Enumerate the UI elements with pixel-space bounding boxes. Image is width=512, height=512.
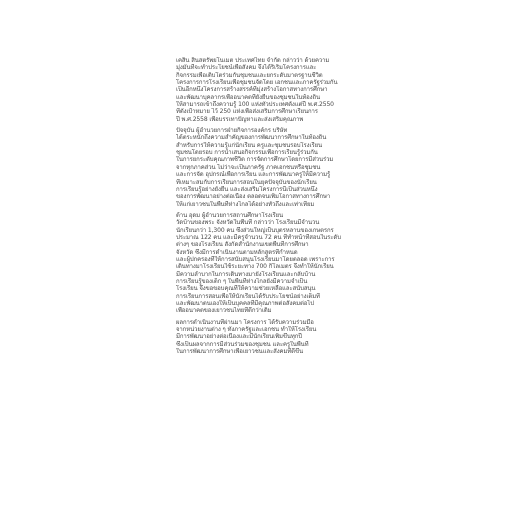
- text-line: ปี พ.ศ.2558 เพื่อบรรเทาปัญหาและส่งเสริมคุณภาพ: [176, 115, 304, 123]
- text-line: เป็นอีกหนึ่งโครงการสร้างสรรค์ที่มุ่งสร้างโอกาสทางการศึกษา: [176, 86, 328, 94]
- text-line: ได้ตระหนักถึงความสำคัญของการพัฒนาการศึกษาในท้องถิ่น: [176, 134, 327, 142]
- text-line: และผู้ปกครองที่ให้การสนับสนุนโรงเรียนมาโดยตลอด เพราะการ: [176, 255, 335, 263]
- article-column: [176, 57, 354, 359]
- text-line: ให้แก่เยาวชนในพื้นที่ห่างไกลได้อย่างทั่วถึงและเท่าเทียม: [176, 200, 315, 208]
- text-line: วัดบ้านของพระ จังหวัดในพื้นที่ กล่าวว่า โรงเรียนมีจำนวน: [176, 219, 320, 227]
- text-line: การเรียนการสอนเพื่อให้นักเรียนได้รับประโยชน์อย่างเต็มที่: [176, 292, 320, 300]
- text-line: ของการพัฒนาอย่างต่อเนื่อง ตลอดจนเพิ่มโอกาสทางการศึกษา: [176, 193, 331, 201]
- text-line: เคสิน สินสตรัพยโนเมต ประเทศไทย จำกัด กล่าวว่า ด้วยความ: [176, 57, 330, 64]
- text-line: โครงการการโรงเรียนเพื่อชุมชนจัดโดย เอกชนและภาครัฐร่วมกัน: [176, 79, 338, 87]
- text-line: ที่เหมาะสมกับการเรียนการสอนในยุคปัจจุบันของนักเรียน: [176, 178, 317, 186]
- text-line: เดินทางมาโรงเรียนใช้ระยะทาง 700 กิโลเมตร จึงทำให้นักเรียน: [176, 263, 334, 271]
- text-line: นักเรียนกว่า 1,300 คน ซึ่งส่วนใหญ่เป็นบุตรหลานของเกษตรกร: [176, 226, 334, 234]
- text-line: การเรียนรู้ของเด็ก ๆ ในพื้นที่ห่างไกลยังมีความจำเป็น: [176, 277, 308, 285]
- text-line: ให้สามารถเข้าถึงความรู้ 100 แห่งทั่วประเทศตั้งแต่ปี พ.ศ.2550: [176, 101, 334, 109]
- text-line: มุ่งมั่นที่จะทำประโยชน์เพื่อสังคม จึงได้ริเริ่มโครงการและ: [176, 64, 317, 72]
- text-line: ที่ตั้งเป้าหมาย ไว้ 250 แห่งเพื่อส่งเสริมการศึกษาเรียนการ: [176, 108, 318, 116]
- text-line: ในการพัฒนาการศึกษาเพื่อเยาวชนและสังคมที่ดีขึ้น: [176, 348, 303, 356]
- paragraph-1: [176, 57, 354, 123]
- text-line: จากหน่วยงานต่าง ๆ ทั้งภาครัฐและเอกชน ทำให้โรงเรียน: [176, 326, 317, 334]
- text-line: และพัฒนาตนเองให้เป็นบุคคลที่มีคุณภาพต่อสังคมต่อไป: [176, 300, 314, 307]
- text-line: ในการยกระดับคุณภาพชีวิต การจัดการศึกษาโดยการมีส่วนร่วม: [176, 156, 334, 164]
- text-line: และการจัด อุปกรณ์เพื่อการเรียน และการพัฒนาครูให้มีความรู้: [176, 171, 331, 179]
- text-line: และพัฒนาบุคลากรเพื่ออนาคตที่ยั่งยืนของชุมชนในท้องถิ่น: [176, 93, 321, 101]
- text-line: มีการพัฒนาอย่างต่อเนื่องและมีนักเรียนเพิ่มขึ้นทุกปี: [176, 333, 302, 341]
- paragraph-4: [176, 319, 354, 356]
- text-line: โรงเรียน จึงขอขอบคุณที่ให้ความช่วยเหลือและสนับสนุน: [176, 285, 316, 293]
- text-line: จังหวัด ซึ่งมีการดำเนินงานตามหลักสูตรที่กำหนด: [176, 248, 298, 256]
- text-line: ประมาณ 122 คน และมีครูจำนวน 72 คน ที่ทำหน้าที่สอนในระดับ: [176, 233, 341, 241]
- text-line: ปัจจุบัน ผู้อำนวยการฝ่ายกิจการองค์กร บริษัท: [176, 127, 288, 135]
- text-line: กิจกรรมเพื่อเติบโตร่วมกันชุมชนและยกระดับมาตรฐานชีวิต: [176, 71, 323, 79]
- text-line: ผลการดำเนินงานที่ผ่านมา โครงการ ได้รับความร่วมมือ: [176, 318, 314, 326]
- paragraph-3: [176, 212, 354, 315]
- paragraph-2: [176, 127, 354, 208]
- text-line: การเรียนรู้อย่างยั่งยืน และส่งเสริมโครงการนี้เป็นส่วนหนึ่ง: [176, 185, 318, 193]
- text-line: เพื่ออนาคตของเยาวชนไทยที่ดีกว่าเดิม: [176, 307, 272, 315]
- text-line: ด้าน อุดม ผู้อำนวยการสถานศึกษาโรงเรียน: [176, 211, 284, 219]
- text-line: มีความลำบากในการเดินทางมายังโรงเรียนและกลับบ้าน: [176, 270, 316, 278]
- text-line: ชุมชนโดยรอบ การนำเสนอกิจกรรมเพื่อการเรียนรู้ร่วมกัน: [176, 149, 318, 157]
- text-line: จากทุกภาคส่วน ไม่ว่าจะเป็นภาครัฐ ภาคเอกชนหรือชุมชน: [176, 163, 321, 171]
- text-line: ซึ่งเป็นผลจากการมีส่วนร่วมของชุมชน และครูในพื้นที่: [176, 340, 309, 348]
- text-line: ต่างๆ ของโรงเรียน สังกัดสำนักงานเขตพื้นที่การศึกษา: [176, 241, 309, 249]
- text-line: สำหรับการให้ความรู้แก่นักเรียน ครูและชุมชนรอบโรงเรียน: [176, 141, 322, 149]
